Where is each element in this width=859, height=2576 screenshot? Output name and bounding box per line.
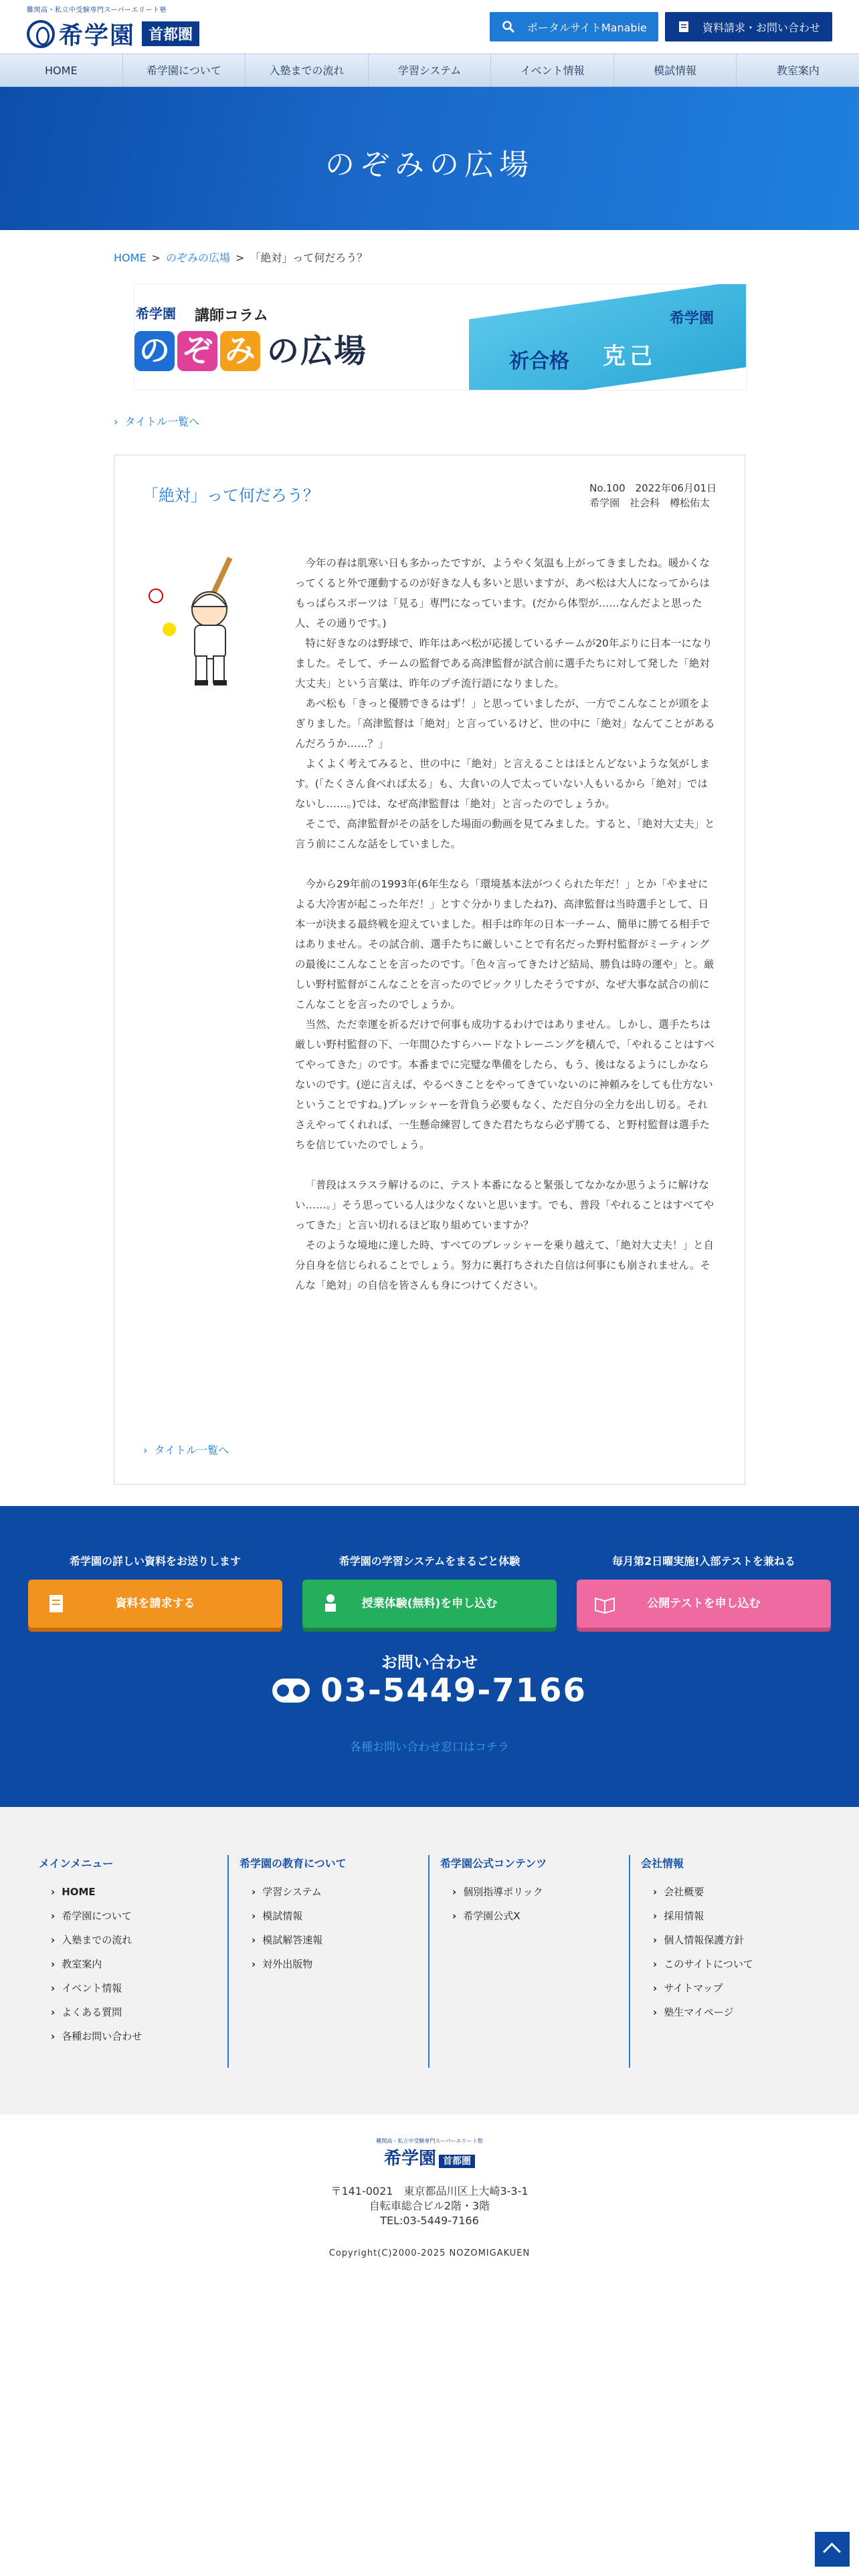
- footer-column-company: [630, 1855, 831, 2068]
- request-button-label: 資料請求・お問い合わせ: [702, 21, 821, 34]
- article-paragraph: そこで、高津監督がその話をした場面の動画を見てみました。すると、「絶対大丈夫」と言う前にこんな話をしていました。: [295, 818, 715, 850]
- chevron-right-icon: ›: [114, 415, 118, 428]
- footer-link[interactable]: › よくある質問: [51, 2000, 227, 2024]
- banner-title: [134, 331, 367, 371]
- banner-column-label: 講師コラム: [195, 308, 268, 324]
- footer-link[interactable]: › 模試解答速報: [252, 1928, 428, 1952]
- address-line: 自転車総合ビル2階・3階: [369, 2199, 490, 2212]
- footer-link[interactable]: › 塾生マイページ: [653, 2000, 831, 2024]
- article-card: [114, 455, 745, 1485]
- article-paragraph: あべ松も「きっと優勝できるはず！」と思っていましたが、一方でこんなことが頭をよぎりました。「高津監督は「絶対」と言っているけど、世の中に「絶対」なんてことがあるんだろうか……？」: [295, 697, 715, 750]
- book-icon: [594, 1593, 615, 1614]
- footer-column-heading: メインメニュー: [39, 1857, 114, 1870]
- footer-column-heading: 希学園の教育について: [240, 1857, 347, 1870]
- request-info-button[interactable]: [665, 12, 832, 41]
- title-list-label: タイトル一覧へ: [124, 415, 200, 428]
- nav-item-enrollment[interactable]: 入塾までの流れ: [245, 54, 368, 86]
- global-nav: [0, 53, 859, 87]
- breadcrumb-separator: >: [235, 251, 245, 264]
- page-hero: [0, 87, 859, 230]
- cta-button-label: 資料を請求する: [115, 1597, 195, 1610]
- footer-link[interactable]: › イベント情報: [51, 1976, 227, 2000]
- site-footer: [0, 2115, 859, 2576]
- footer-column-heading: 会社情報: [641, 1857, 684, 1870]
- banner-ribbon: [469, 284, 747, 391]
- cta-button-label: 公開テストを申し込む: [647, 1597, 761, 1610]
- portal-button-label: ポータルサイトManabie: [527, 21, 647, 34]
- logo-mark-icon: [27, 20, 55, 48]
- cta-section: [0, 1506, 859, 1807]
- copyright: Copyright(C)2000-2025 NOZOMIGAKUEN: [328, 2248, 531, 2258]
- address-line: 〒141-0021 東京都品川区上大崎3-3-1: [330, 2185, 529, 2197]
- article-paragraph: そのような境地に達した時、すべてのプレッシャーを乗り越えて、「絶対大丈夫！」と自分自身を信じられることでしょう。努力に裏打ちされた自信は何事にも崩されません。そんな「絶対」の自信を皆さんも身につけてください。: [295, 1239, 714, 1291]
- breadcrumb-section[interactable]: のぞみの広場: [165, 251, 230, 264]
- footer-link[interactable]: › HOME: [51, 1880, 227, 1904]
- footer-menu: [0, 1807, 859, 2115]
- banner-logo: 希学園: [136, 306, 176, 322]
- page-title: のぞみの広場: [325, 148, 534, 182]
- breadcrumb-home[interactable]: HOME: [114, 251, 147, 264]
- nav-item-exams[interactable]: 模試情報: [613, 54, 737, 86]
- article-paragraph: 特に好きなのは野球で、昨年はあべ松が応援しているチームが20年ぶりに日本一になりました。そして、チームの監督である高津監督が試合前に選手たちに対して発した「絶対大丈夫」という言葉は、昨年のプチ流行語になりました。: [295, 637, 712, 689]
- article-paragraph: よくよく考えてみると、世の中に「絶対」と言えることはほとんどないような気がします。(「たくさん食べれば太る」も、大食いの人で太っていない人もいるから「絶対」ではないし……。)では、なぜ高津監督は「絶対」と言ったのでしょうか。: [295, 758, 710, 810]
- footer-column-heading: 希学園公式コンテンツ: [440, 1857, 547, 1870]
- footer-logo-area: 首都圏: [439, 2155, 475, 2168]
- article-body: [295, 553, 717, 1295]
- paragraph-gap: [295, 854, 717, 874]
- contact-window-link[interactable]: 各種お問い合わせ窓口はコチラ: [350, 1741, 509, 1754]
- arrow-up-icon[interactable]: [815, 2532, 850, 2567]
- footer-column-education: [229, 1855, 430, 2068]
- footer-link[interactable]: › 希学園公式X: [452, 1904, 629, 1928]
- cta-label: 毎月第2日曜実施!入部テストを兼ねる: [612, 1555, 795, 1568]
- title-list-label: タイトル一覧へ: [154, 1444, 229, 1457]
- breadcrumb-current: 「絶対」って何だろう？: [250, 251, 368, 264]
- article-title: 「絶対」って何だろう？: [142, 486, 319, 505]
- phone-number[interactable]: [0, 1672, 859, 1709]
- cta-label: 希学園の学習システムをまるごと体験: [339, 1555, 520, 1568]
- footer-link[interactable]: › 対外出版物: [252, 1952, 428, 1976]
- nav-item-system[interactable]: 学習システム: [368, 54, 491, 86]
- cta-button-label: 授業体験(無料)を申し込む: [361, 1597, 498, 1610]
- search-icon: [502, 20, 515, 33]
- logo-tagline: 難関高・私立中受験専門スーパーエリート塾: [27, 7, 167, 14]
- footer-link[interactable]: › 会社概要: [653, 1880, 831, 1904]
- nav-item-about[interactable]: 希学園について: [122, 54, 246, 86]
- ribbon-text: 克己: [603, 343, 656, 370]
- column-banner: [134, 284, 747, 391]
- cta-label: 希学園の詳しい資料をお送りします: [69, 1555, 241, 1568]
- trial-lesson-button[interactable]: [302, 1580, 557, 1628]
- chevron-right-icon: ›: [143, 1444, 148, 1457]
- article-author: 希学園 社会科 樽松佑太: [589, 497, 710, 509]
- footer-address: [0, 2184, 859, 2228]
- public-test-button[interactable]: [577, 1580, 831, 1628]
- teacher-icon: [320, 1593, 341, 1614]
- footer-logo[interactable]: [0, 2137, 859, 2169]
- footer-link[interactable]: › 採用情報: [653, 1904, 831, 1928]
- free-dial-icon: [272, 1679, 310, 1703]
- footer-column-main: [28, 1855, 229, 2068]
- footer-link[interactable]: › 各種お問い合わせ: [51, 2024, 227, 2048]
- footer-column-official: [430, 1855, 630, 2068]
- paragraph-gap: [295, 1155, 717, 1175]
- footer-link[interactable]: › 模試情報: [252, 1904, 428, 1928]
- ribbon-text: 希学園: [670, 310, 714, 327]
- request-materials-button[interactable]: [28, 1580, 282, 1628]
- article-meta: [589, 481, 717, 510]
- footer-link[interactable]: › サイトマップ: [653, 1976, 831, 2000]
- ribbon-text: 祈合格: [509, 350, 569, 373]
- footer-tel: TEL:03-5449-7166: [380, 2214, 479, 2227]
- footer-link[interactable]: › このサイトについて: [653, 1952, 831, 1976]
- contact-heading: お問い合わせ: [381, 1653, 478, 1672]
- banner-title-rest: の広場: [267, 332, 368, 370]
- nav-item-events[interactable]: イベント情報: [490, 54, 613, 86]
- breadcrumb-separator: >: [151, 251, 161, 264]
- title-list-link[interactable]: [143, 1442, 229, 1457]
- footer-logo-tagline: 難関高・私立中受験専門スーパーエリート塾: [376, 2138, 483, 2144]
- article-paragraph: 当然、ただ幸運を祈るだけで何事も成功するわけではありません。しかし、選手たちは厳しい野村監督の下、一年間ひたすらハードなトレーニングを積んで、「やれることはすべてやってきた」のです。本番までに完璧な準備をしたら、もう、後はなるようにしかならないのです。(逆に言えば、やるべきことをやってきていないのに神頼みをしても仕方ないということですね。)プレッシャーを背負う必要もなく、ただ自分の全力を出し切る。それさえやってくれれば、一生懸命練習してきた君たちなら必ず勝てる、と野村監督は選手たちを信じていたのでしょう。: [295, 1018, 714, 1151]
- document-icon: [677, 20, 690, 33]
- footer-link[interactable]: › 希学園について: [51, 1904, 227, 1928]
- nav-item-home[interactable]: HOME: [45, 64, 78, 77]
- article-paragraph: 今から29年前の1993年(6年生なら「環境基本法がつくられた年だ！」とか「やませによる大冷害が起こった年だ！」とすぐ分かりましたね?)、高津監督は当時選手として、日本一が決まる最終戦を迎えていました。相手は昨年の日本一チーム、簡単に勝てる相手ではありません。その試合前、選手たちに厳しいことで有名だった野村監督がミーティングの最後にこんなことを言ったのです。「色々言ってきたけど結局、勝負は時の運や」と。厳しい野村監督がこんなことを言ったのでビックリしたそうですが、なぜ大事な試合の前にこんなことを言ったのでしょうか。: [295, 878, 714, 1010]
- footer-link[interactable]: › 教室案内: [51, 1952, 227, 1976]
- phone-number-text: 03-5449-7166: [320, 1672, 587, 1709]
- logo-area: 首都圏: [142, 21, 199, 46]
- article-paragraph: 「普段はスラスラ解けるのに、テスト本番になると緊張してなかなか思うように解けない……。」そう思っている人は少なくないと思います。でも、普段「やれることはすべてやってきた」と言い切れるほど取り組めていますか？: [295, 1179, 714, 1231]
- footer-link[interactable]: › 学習システム: [252, 1880, 428, 1904]
- baseball-player-illustration: [142, 556, 263, 689]
- footer-logo-name: 希学園: [383, 2149, 436, 2169]
- article-number-date: No.100 2022年06月01日: [589, 482, 717, 494]
- document-icon: [45, 1593, 67, 1614]
- nav-item-classrooms[interactable]: 教室案内: [736, 54, 859, 86]
- portal-site-button[interactable]: [490, 12, 658, 41]
- site-header: [0, 0, 859, 53]
- banner-char: み: [220, 331, 260, 371]
- site-logo[interactable]: [27, 4, 199, 51]
- banner-char: の: [134, 331, 175, 371]
- title-list-link[interactable]: [114, 413, 199, 429]
- footer-link[interactable]: › 個人情報保護方針: [653, 1928, 831, 1952]
- footer-link[interactable]: › 個別指導ポリック: [452, 1880, 629, 1904]
- banner-char: ぞ: [177, 331, 217, 371]
- logo-name: 希学園: [59, 21, 136, 49]
- footer-link[interactable]: › 入塾までの流れ: [51, 1928, 227, 1952]
- article-paragraph: 今年の春は肌寒い日も多かったですが、ようやく気温も上がってきましたね。暖かくなってくると外で運動するのが好きな人も多いと思いますが、あべ松は大人になってからはもっぱらスポーツは「見る」専門になっています。(だから体型が……なんだよと思った人、その通りです。): [295, 557, 710, 629]
- breadcrumb: [114, 249, 367, 265]
